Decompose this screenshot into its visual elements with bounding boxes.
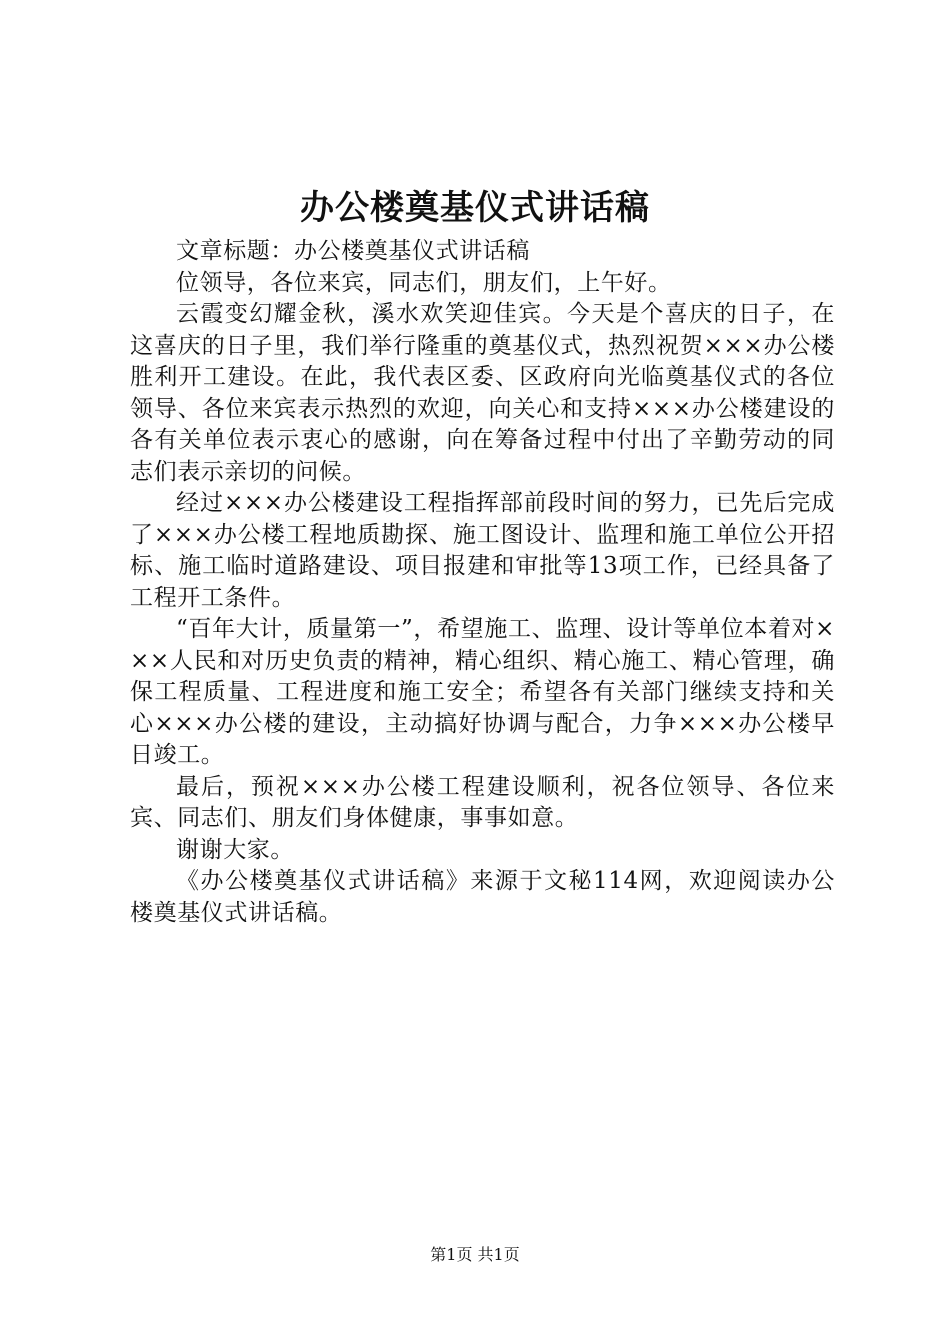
paragraph-source: 《办公楼奠基仪式讲话稿》来源于文秘114网，欢迎阅读办公楼奠基仪式讲话稿。 — [130, 868, 835, 926]
page-footer: 第1页 共1页 — [430, 1245, 520, 1264]
paragraph-article-title: 文章标题：办公楼奠基仪式讲话稿 — [176, 238, 530, 264]
paragraph-progress: 经过×××办公楼建设工程指挥部前段时间的努力，已先后完成了×××办公楼工程地质勘探、施工图设计、监理和施工单位公开招标、施工临时道路建设、项目报建和审批等13项工作，已经具备了工程开工条件。 — [130, 490, 835, 611]
paragraph-closing-wishes: 最后，预祝×××办公楼工程建设顺利，祝各位领导、各位来宾、同志们、朋友们身体健康，事事如意。 — [130, 773, 835, 831]
paragraph-opening: 云霞变幻耀金秋，溪水欢笑迎佳宾。今天是个喜庆的日子，在这喜庆的日子里，我们举行隆重的奠基仪式，热烈祝贺×××办公楼胜利开工建设。在此，我代表区委、区政府向光临奠基仪式的各位领导、各位来宾表示热烈的欢迎，向关心和支持×××办公楼建设的各有关单位表示衷心的感谢，向在筹备过程中付出了辛勤劳动的同志们表示亲切的问候。 — [130, 301, 835, 485]
document-title: 办公楼奠基仪式讲话稿 — [300, 188, 650, 228]
paragraph-quality: “百年大计，质量第一”，希望施工、监理、设计等单位本着对×××人民和对历史负责的精神，精心组织、精心施工、精心管理，确保工程质量、工程进度和施工安全；希望各有关部门继续支持和关心×××办公楼的建设，主动搞好协调与配合，力争×××办公楼早日竣工。 — [130, 616, 835, 768]
paragraph-greeting: 位领导，各位来宾，同志们，朋友们，上午好。 — [176, 269, 672, 296]
paragraph-thanks: 谢谢大家。 — [176, 836, 294, 863]
document-body — [130, 236, 835, 929]
